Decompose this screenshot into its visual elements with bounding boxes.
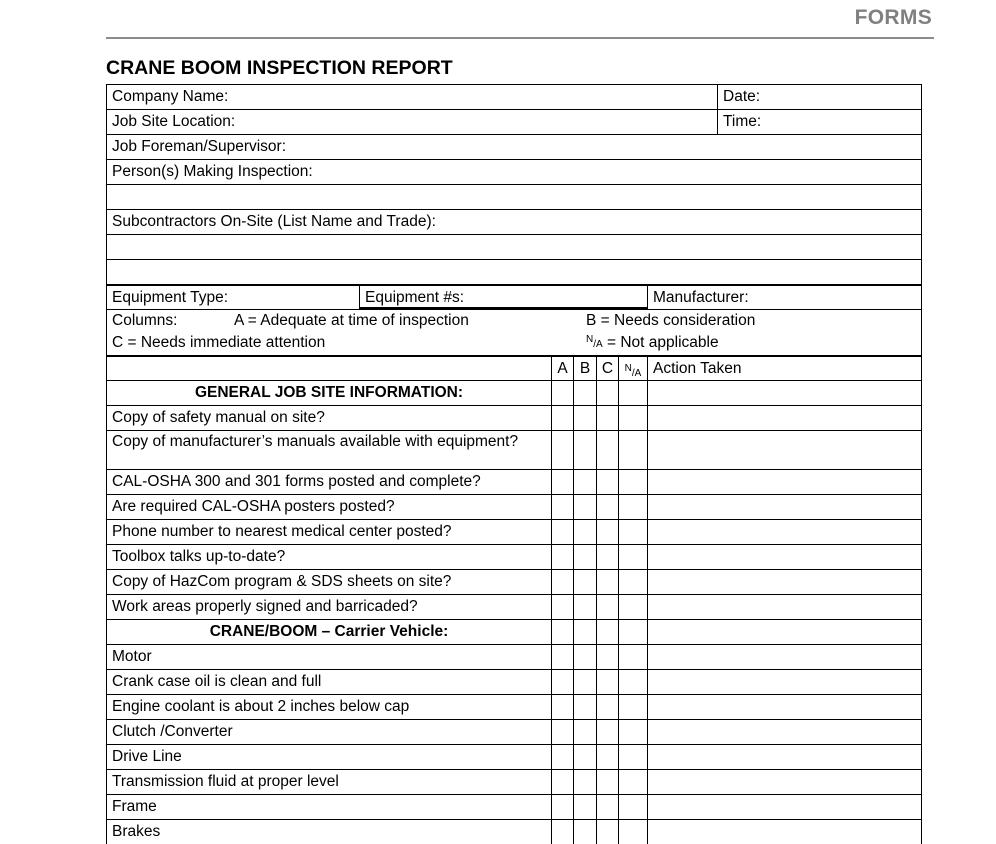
checklist-item-label: Drive Line — [112, 748, 182, 765]
legend-c: C = Needs immediate attention — [112, 334, 326, 351]
company-name-label: Company Name: — [112, 88, 229, 105]
checkbox-c[interactable] — [596, 770, 618, 794]
legend-na-sup: N — [586, 334, 594, 345]
action-taken-field[interactable] — [647, 820, 921, 844]
checklist-row — [106, 405, 922, 430]
checkbox-c[interactable] — [596, 381, 618, 405]
checklist-row — [106, 569, 922, 594]
checkbox-na[interactable] — [618, 545, 647, 569]
checkbox-a[interactable] — [551, 770, 573, 794]
inspectors-field[interactable] — [107, 160, 921, 184]
inspection-form — [106, 84, 922, 844]
checkbox-na[interactable] — [618, 620, 647, 644]
checkbox-na[interactable] — [618, 431, 647, 469]
checklist-row — [106, 644, 922, 669]
checkbox-a[interactable] — [551, 520, 573, 544]
checklist-item-label: Brakes — [112, 823, 161, 840]
checkbox-b[interactable] — [573, 570, 596, 594]
checklist-item-label: Motor — [112, 648, 152, 665]
checkbox-b[interactable] — [573, 745, 596, 769]
job-site-location-label: Job Site Location: — [112, 113, 236, 130]
checkbox-a[interactable] — [551, 595, 573, 619]
action-taken-field[interactable] — [647, 720, 921, 744]
legend-b: B = Needs consideration — [586, 312, 756, 329]
action-taken-header: Action Taken — [647, 357, 921, 380]
time-field[interactable] — [717, 110, 921, 134]
action-taken-field[interactable] — [647, 645, 921, 669]
checklist-row — [106, 744, 922, 769]
checklist-item-label: Engine coolant is about 2 inches below cap — [112, 698, 410, 715]
action-taken-field[interactable] — [647, 795, 921, 819]
checkbox-na[interactable] — [618, 645, 647, 669]
checkbox-a[interactable] — [551, 695, 573, 719]
checkbox-na[interactable] — [618, 470, 647, 494]
checkbox-c[interactable] — [596, 670, 618, 694]
manufacturer-field[interactable] — [647, 286, 921, 309]
checkbox-c[interactable] — [596, 595, 618, 619]
legend-a: A = Adequate at time of inspection — [234, 312, 469, 329]
checkbox-b[interactable] — [573, 406, 596, 430]
location-time-row — [106, 109, 922, 134]
checklist-item-label: Frame — [112, 798, 157, 815]
checkbox-a[interactable] — [551, 820, 573, 844]
section-title: GENERAL JOB SITE INFORMATION: — [194, 384, 464, 401]
checkbox-a[interactable] — [551, 745, 573, 769]
checkbox-b[interactable] — [573, 620, 596, 644]
checkbox-b[interactable] — [573, 645, 596, 669]
equipment-type-label: Equipment Type: — [112, 289, 229, 306]
checkbox-b[interactable] — [573, 545, 596, 569]
checkbox-c[interactable] — [596, 570, 618, 594]
checklist-item-label: Phone number to nearest medical center posted? — [112, 523, 452, 540]
checkbox-c[interactable] — [596, 495, 618, 519]
col-b-header: B — [573, 357, 596, 380]
checkbox-a[interactable] — [551, 720, 573, 744]
checkbox-b[interactable] — [573, 381, 596, 405]
checklist-row — [106, 494, 922, 519]
checkbox-b[interactable] — [573, 695, 596, 719]
checklist-row — [106, 719, 922, 744]
checkbox-na[interactable] — [618, 381, 647, 405]
checkbox-na[interactable] — [618, 770, 647, 794]
subcontractors-blank-row-1[interactable] — [106, 234, 922, 259]
checkbox-c[interactable] — [596, 645, 618, 669]
legend-columns-label: Columns: — [112, 312, 178, 329]
checkbox-na[interactable] — [618, 670, 647, 694]
column-legend — [106, 309, 922, 355]
checkbox-b[interactable] — [573, 770, 596, 794]
checkbox-na[interactable] — [618, 595, 647, 619]
foreman-row — [106, 134, 922, 159]
checkbox-c[interactable] — [596, 795, 618, 819]
date-label: Date: — [723, 88, 761, 105]
action-taken-field[interactable] — [647, 770, 921, 794]
checkbox-c[interactable] — [596, 431, 618, 469]
checkbox-a[interactable] — [551, 670, 573, 694]
checklist-item-label: Crank case oil is clean and full — [112, 673, 322, 690]
checkbox-c[interactable] — [596, 545, 618, 569]
checkbox-a[interactable] — [551, 620, 573, 644]
checklist-row — [106, 794, 922, 819]
checkbox-a[interactable] — [551, 570, 573, 594]
inspectors-label: Person(s) Making Inspection: — [112, 163, 313, 180]
col-na-sup: N — [624, 363, 632, 374]
action-taken-field[interactable] — [647, 381, 921, 405]
checklist-row — [106, 694, 922, 719]
checklist-item-label: Clutch /Converter — [112, 723, 233, 740]
action-taken-field[interactable] — [647, 495, 921, 519]
header-divider — [106, 37, 934, 39]
checkbox-b[interactable] — [573, 470, 596, 494]
checkbox-a[interactable] — [551, 795, 573, 819]
subcontractors-label: Subcontractors On-Site (List Name and Trade): — [112, 213, 436, 230]
equipment-numbers-label: Equipment #s: — [365, 289, 465, 306]
item-column-header — [107, 357, 551, 380]
report-title: CRANE BOOM INSPECTION REPORT — [106, 57, 453, 79]
subcontractors-blank-row-2[interactable] — [106, 259, 922, 284]
action-taken-field[interactable] — [647, 406, 921, 430]
section-title: CRANE/BOOM – Carrier Vehicle: — [209, 623, 449, 640]
checkbox-a[interactable] — [551, 495, 573, 519]
inspectors-row — [106, 159, 922, 184]
inspectors-blank-row[interactable] — [106, 184, 922, 209]
job-site-location-field[interactable] — [107, 110, 717, 134]
col-a-header: A — [551, 357, 573, 380]
checkbox-na[interactable] — [618, 795, 647, 819]
checkbox-na[interactable] — [618, 570, 647, 594]
checkbox-c[interactable] — [596, 695, 618, 719]
checkbox-a[interactable] — [551, 470, 573, 494]
checkbox-b[interactable] — [573, 720, 596, 744]
checklist-item-label: Toolbox talks up-to-date? — [112, 548, 286, 565]
checkbox-na[interactable] — [618, 695, 647, 719]
date-field[interactable] — [717, 85, 921, 109]
checklist-item-label: Copy of safety manual on site? — [112, 409, 325, 426]
checkbox-b[interactable] — [573, 595, 596, 619]
section-header-row — [106, 619, 922, 644]
checkbox-b[interactable] — [573, 520, 596, 544]
checkbox-b[interactable] — [573, 670, 596, 694]
checkbox-na[interactable] — [618, 745, 647, 769]
legend-na-sub: /A — [593, 339, 603, 350]
checkbox-na[interactable] — [618, 820, 647, 844]
equipment-row — [106, 284, 922, 309]
action-taken-field[interactable] — [647, 520, 921, 544]
action-taken-field[interactable] — [647, 670, 921, 694]
checkbox-na[interactable] — [618, 495, 647, 519]
checklist-item-label: Transmission fluid at proper level — [112, 773, 339, 790]
checklist-item-label: Work areas properly signed and barricaded? — [112, 598, 418, 615]
checkbox-na[interactable] — [618, 720, 647, 744]
checkbox-c[interactable] — [596, 820, 618, 844]
checkbox-na[interactable] — [618, 406, 647, 430]
subcontractors-field[interactable] — [107, 210, 921, 234]
checkbox-c[interactable] — [596, 520, 618, 544]
col-na-header — [618, 357, 647, 380]
foreman-label: Job Foreman/Supervisor: — [112, 138, 287, 155]
checkbox-b[interactable] — [573, 495, 596, 519]
col-na-rest: /A — [631, 368, 642, 379]
company-date-row — [106, 84, 922, 109]
equipment-type-field[interactable] — [107, 286, 359, 309]
action-taken-field[interactable] — [647, 620, 921, 644]
subcontractors-row — [106, 209, 922, 234]
action-taken-field[interactable] — [647, 431, 921, 469]
checklist-item-label: CAL-OSHA 300 and 301 forms posted and complete? — [112, 473, 481, 490]
checklist-row — [106, 819, 922, 844]
col-c-header: C — [596, 357, 618, 380]
checklist-item-label: Copy of HazCom program & SDS sheets on site? — [112, 573, 452, 590]
equipment-numbers-field[interactable] — [359, 286, 647, 309]
section-header-row — [106, 380, 922, 405]
legend-na-text: = Not applicable — [602, 334, 719, 351]
action-taken-field[interactable] — [647, 470, 921, 494]
checklist-header-row — [106, 355, 922, 380]
checkbox-a[interactable] — [551, 406, 573, 430]
company-name-field[interactable] — [107, 85, 717, 109]
checklist-row — [106, 669, 922, 694]
checklist-item-label: Are required CAL-OSHA posters posted? — [112, 498, 395, 515]
checklist-row — [106, 544, 922, 569]
foreman-field[interactable] — [107, 135, 921, 159]
manufacturer-label: Manufacturer: — [653, 289, 749, 306]
checkbox-c[interactable] — [596, 406, 618, 430]
checkbox-c[interactable] — [596, 745, 618, 769]
checklist-row — [106, 594, 922, 619]
action-taken-field[interactable] — [647, 745, 921, 769]
checkbox-a[interactable] — [551, 431, 573, 469]
checkbox-na[interactable] — [618, 520, 647, 544]
checklist-row — [106, 769, 922, 794]
checklist-row — [106, 430, 922, 469]
action-taken-field[interactable] — [647, 570, 921, 594]
section-label: FORMS — [854, 6, 932, 29]
action-taken-field[interactable] — [647, 595, 921, 619]
checkbox-c[interactable] — [596, 470, 618, 494]
checklist-item-label: Copy of manufacturer’s manuals available with equipment? — [112, 433, 519, 450]
time-label: Time: — [723, 113, 762, 130]
checkbox-a[interactable] — [551, 381, 573, 405]
checkbox-a[interactable] — [551, 645, 573, 669]
checkbox-b[interactable] — [573, 431, 596, 469]
checkbox-c[interactable] — [596, 720, 618, 744]
legend-na — [586, 334, 719, 352]
checklist-row — [106, 519, 922, 544]
checkbox-b[interactable] — [573, 795, 596, 819]
checkbox-c[interactable] — [596, 620, 618, 644]
action-taken-field[interactable] — [647, 695, 921, 719]
checklist-body — [106, 380, 922, 844]
checkbox-b[interactable] — [573, 820, 596, 844]
checkbox-a[interactable] — [551, 545, 573, 569]
action-taken-field[interactable] — [647, 545, 921, 569]
checklist-row — [106, 469, 922, 494]
